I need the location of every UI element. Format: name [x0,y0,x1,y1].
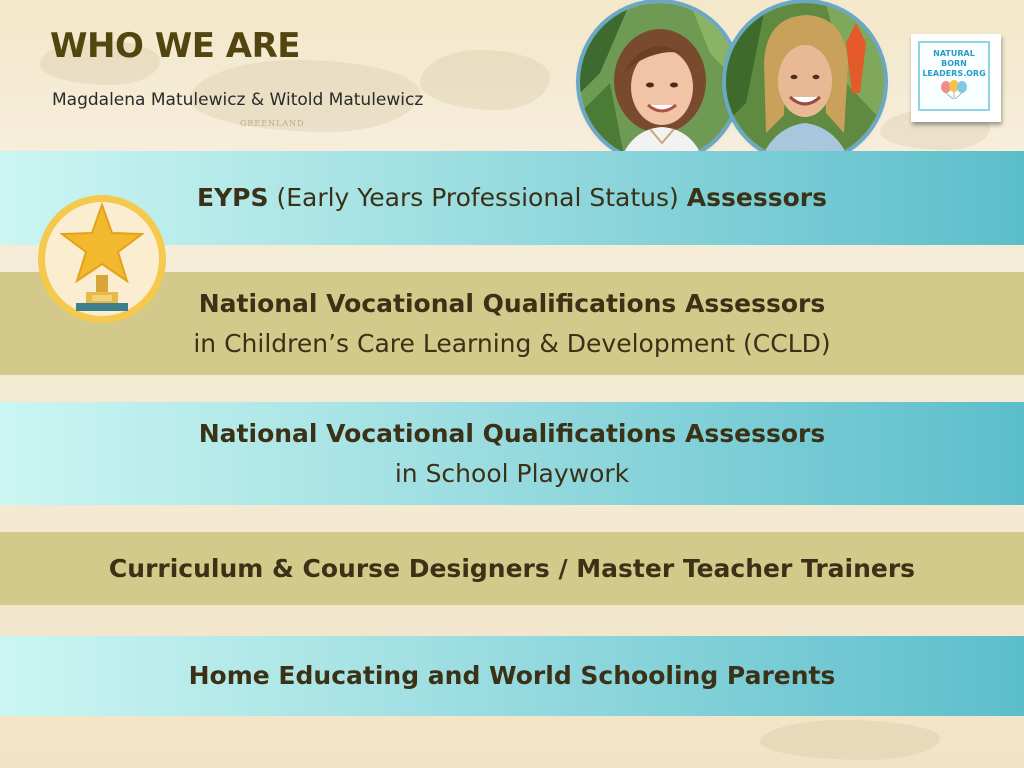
trophy-star-icon [36,193,168,325]
map-label: GREENLAND [240,119,305,128]
credential-band-nvq-playwork [0,402,1024,505]
logo-text-line2: BORN [941,59,967,68]
credential-band-home-educating [0,636,1024,716]
band-text-bold: Assessors [686,183,827,212]
band-line [189,656,836,696]
band-text-bold: EYPS [197,183,269,212]
portrait-witold [726,3,884,161]
band-text: in Children’s Care Learning & Development (CCLD) [193,328,831,358]
page-title: WHO WE ARE [50,26,300,66]
band-text: (Early Years Professional Status) [268,183,687,212]
map-continent-decor [420,50,550,110]
portrait-man-image [726,3,884,161]
band-line [193,324,830,364]
balloons-icon [937,79,971,99]
band-line [109,549,915,589]
band-line [197,178,827,218]
logo-text-line1: NATURAL [933,49,975,58]
logo-frame [918,41,990,111]
portrait-magdalena [580,3,738,161]
band-text: in School Playwork [394,458,630,488]
credential-band-curriculum [0,532,1024,605]
band-line [199,414,825,454]
logo-text-line3: LEADERS.ORG [922,69,986,78]
band-text-bold: National Vocational Qualifications Assessors [198,288,826,318]
map-continent-decor [760,720,940,760]
band-line [395,454,629,494]
portrait-woman-image [580,3,738,161]
band-text-bold: Home Educating and World Schooling Parents [188,661,836,690]
band-text-bold: National Vocational Qualifications Assessors [198,418,826,448]
band-text-bold: Curriculum & Course Designers / Master Teacher Trainers [108,553,916,583]
band-line [199,284,825,324]
natural-born-leaders-logo[interactable] [911,34,1001,122]
subtitle-names: Magdalena Matulewicz & Witold Matulewicz [52,90,424,110]
